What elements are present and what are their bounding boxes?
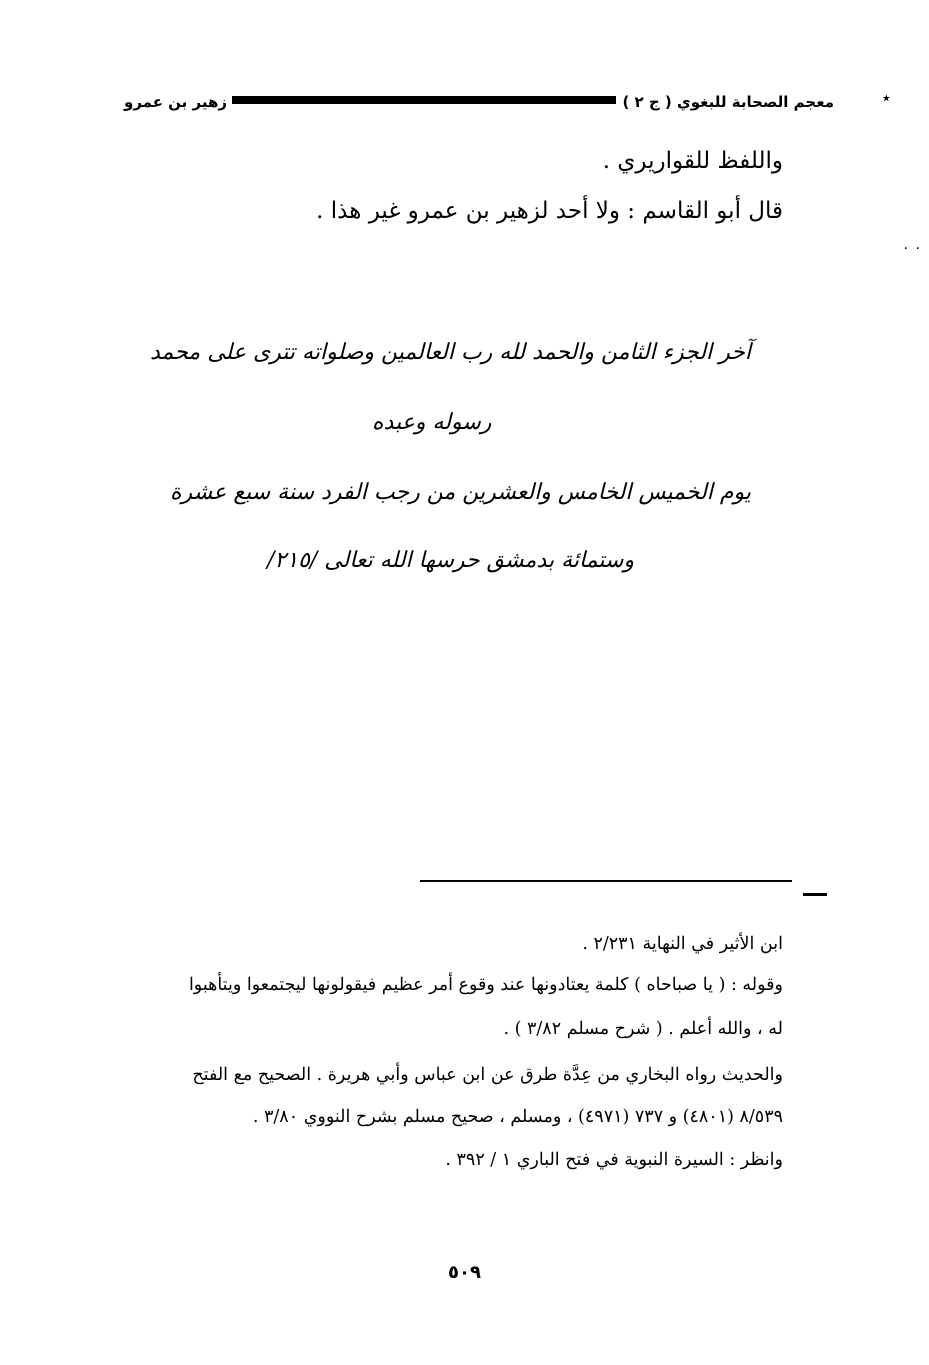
- colophon-line: وستمائة بدمشق حرسها الله تعالى /٢١٥/: [267, 548, 635, 573]
- page-number: ٥٠٩: [448, 1262, 481, 1283]
- colophon-line: آخر الجزء الثامن والحمد لله رب العالمين وصلواته تترى على محمد: [149, 340, 751, 365]
- footnote-line: له ، والله أعلم . ( شرح مسلم ٣/٨٢ ) .: [503, 1019, 783, 1039]
- footnote-line: وقوله : ( يا صباحاه ) كلمة يعتادونها عند وقوع أمر عظيم فيقولونها ليجتمعوا ويتأهبوا: [188, 975, 783, 995]
- running-header-entry-name: زهير بن عمرو: [124, 93, 228, 111]
- header-rule: [232, 96, 616, 104]
- footnote-separator-mark: [803, 893, 827, 896]
- footnote-line: والحديث رواه البخاري من عِدَّة طرق عن ابن عباس وأبي هريرة . الصحيح مع الفتح: [192, 1065, 783, 1085]
- footnote-line: وانظر : السيرة النبوية في فتح الباري ١ / ٣٩٢ .: [445, 1150, 783, 1170]
- footnote-line: ابن الأثير في النهاية ٢/٢٣١ .: [582, 934, 783, 954]
- running-header-book-title: معجم الصحابة للبغوي ( ج ٢ ): [622, 93, 834, 111]
- body-text-line: واللفظ للقواريري .: [602, 148, 783, 174]
- margin-mark: ٠ ٠: [902, 240, 922, 256]
- margin-mark: ٭: [882, 88, 891, 107]
- footnote-separator: [420, 880, 792, 882]
- colophon-line: رسوله وعبده: [372, 410, 492, 435]
- footnote-line: ٨/٥٣٩ (٤٨٠١) و ٧٣٧ (٤٩٧١) ، ومسلم ، صحيح مسلم بشرح النووي ٣/٨٠ .: [252, 1107, 783, 1127]
- body-text-line: قال أبو القاسم : ولا أحد لزهير بن عمرو غير هذا .: [316, 198, 783, 224]
- colophon-line: يوم الخميس الخامس والعشرين من رجب الفرد سنة سبع عشرة: [169, 480, 751, 505]
